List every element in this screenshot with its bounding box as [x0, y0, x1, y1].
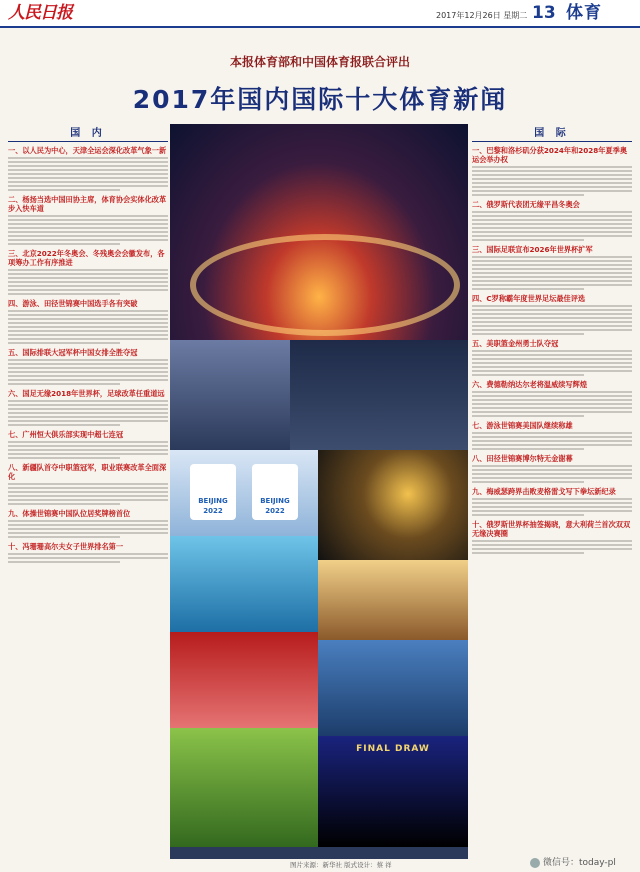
news-item-title: 八、新疆队首夺中职篮冠军，职业联赛改革全面深化	[8, 463, 167, 481]
news-item	[8, 463, 168, 505]
news-item	[8, 299, 168, 344]
news-item-title: 一、巴黎和洛杉矶分获2024年和2028年夏季奥运会举办权	[472, 146, 628, 164]
world-cup-draw-photo	[318, 736, 468, 847]
tennis-photo	[318, 640, 468, 736]
news-item-body	[472, 432, 632, 450]
domestic-column	[8, 124, 168, 567]
news-item	[8, 389, 168, 426]
news-item	[472, 294, 632, 335]
yao-ming-photo	[170, 340, 290, 450]
news-item	[8, 249, 168, 295]
team-celebration-photo	[170, 632, 318, 728]
news-item-title: 八、田径世锦赛博尔特无金谢幕	[472, 454, 573, 463]
swimming-photo	[170, 536, 318, 632]
news-item-title: 六、国足无缘2018年世界杯，足球改革任重道远	[8, 389, 165, 398]
news-item	[8, 542, 168, 563]
news-item	[8, 195, 168, 245]
news-item-body	[8, 441, 168, 459]
news-item-body	[8, 483, 168, 505]
section-name: 体育	[566, 3, 602, 23]
international-column	[472, 124, 632, 558]
news-item-body	[472, 305, 632, 335]
photo-credit: 图片来源：新华社 版式设计：蔡 祥	[290, 861, 392, 869]
news-item	[472, 245, 632, 290]
page-number: 13	[532, 3, 556, 23]
news-item-title: 五、美职篮金州勇士队夺冠	[472, 339, 559, 348]
news-item	[472, 200, 632, 241]
news-item	[472, 421, 632, 450]
golf-trophy-photo	[170, 728, 318, 847]
newspaper-logo: 人民日报	[8, 3, 72, 23]
international-news-list	[472, 146, 632, 554]
olympic-host-announcement-photo	[290, 340, 468, 450]
news-item	[8, 146, 168, 191]
news-item-body	[472, 166, 632, 196]
news-item-body	[8, 157, 168, 191]
news-item-body	[472, 350, 632, 376]
news-item	[472, 146, 632, 196]
news-item-body	[472, 256, 632, 290]
domestic-news-list	[8, 146, 168, 563]
news-item-title: 二、俄罗斯代表团无缘平昌冬奥会	[472, 200, 580, 209]
stadium-ceremony-photo	[170, 124, 468, 340]
news-item	[472, 487, 632, 516]
beijing-2022-emblems-photo	[170, 450, 318, 536]
news-item	[8, 348, 168, 385]
headline-subtitle: 本报体育部和中国体育报联合评出	[229, 55, 410, 69]
news-item	[472, 339, 632, 376]
basketball-celebration-photo	[318, 560, 468, 640]
news-item-body	[472, 540, 632, 554]
news-item-title: 三、北京2022年冬奥会、冬残奥会会徽发布，各项筹办工作有序推进	[8, 249, 165, 267]
news-item-title: 九、梅威瑟跨界击败麦格雷戈写下拳坛新纪录	[472, 487, 616, 496]
world-cup-draw-label: FINAL DRAW	[356, 744, 430, 754]
issue-date: 2017年12月26日 星期二	[436, 11, 528, 20]
news-item-title: 七、游泳世锦赛美国队继续称雄	[472, 421, 573, 430]
news-item-title: 七、广州恒大俱乐部实现中超七连冠	[8, 430, 124, 439]
news-item-body	[472, 391, 632, 417]
news-item-title: 十、俄罗斯世界杯抽签揭晓，意大利荷兰首次双双无缘决赛圈	[472, 520, 631, 538]
news-item-body	[8, 269, 168, 295]
wechat-watermark	[530, 855, 616, 868]
news-item-title: 二、杨扬当选中国田协主席，体育协会实体化改革步入快车道	[8, 195, 167, 213]
news-item-title: 六、费德勒纳达尔老将温威续写辉煌	[472, 380, 588, 389]
news-item	[472, 380, 632, 417]
news-item-title: 四、游泳、田径世锦赛中国选手各有突破	[8, 299, 138, 308]
news-item-title: 一、以人民为中心，天津全运会深化改革气象一新	[8, 146, 167, 155]
news-item-body	[8, 520, 168, 538]
watermark-text: 微信号：today-pl	[543, 858, 616, 868]
news-item	[472, 520, 632, 554]
news-item-body	[472, 211, 632, 241]
photo-collage	[170, 124, 468, 859]
news-item-title: 五、国际排联大冠军杯中国女排全胜夺冠	[8, 348, 138, 357]
wechat-icon	[530, 858, 540, 868]
ballon-dor-photo	[318, 450, 468, 560]
news-item	[472, 454, 632, 483]
news-item-body	[472, 498, 632, 516]
news-item-body	[8, 215, 168, 245]
news-item-title: 三、国际足联宣布2026年世界杯扩军	[472, 245, 593, 254]
masthead	[0, 0, 640, 28]
news-item-title: 四、C罗称霸年度世界足坛最佳评选	[472, 294, 586, 303]
news-item-body	[8, 310, 168, 344]
news-item	[8, 509, 168, 538]
news-item-title: 十、冯珊珊高尔夫女子世界排名第一	[8, 542, 124, 551]
domestic-heading: 国 内	[8, 124, 168, 142]
news-item	[8, 430, 168, 459]
winter-olympics-emblem: BEIJING 2022	[190, 464, 236, 520]
news-item-body	[8, 400, 168, 426]
news-item-body	[472, 465, 632, 483]
international-heading: 国 际	[472, 124, 632, 142]
news-item-title: 九、体操世锦赛中国队位居奖牌榜首位	[8, 509, 131, 518]
news-item-body	[8, 359, 168, 385]
winter-paralympics-emblem: BEIJING 2022	[252, 464, 298, 520]
news-item-body	[8, 553, 168, 563]
headline-title: 2017年国内国际十大体育新闻	[132, 85, 508, 114]
